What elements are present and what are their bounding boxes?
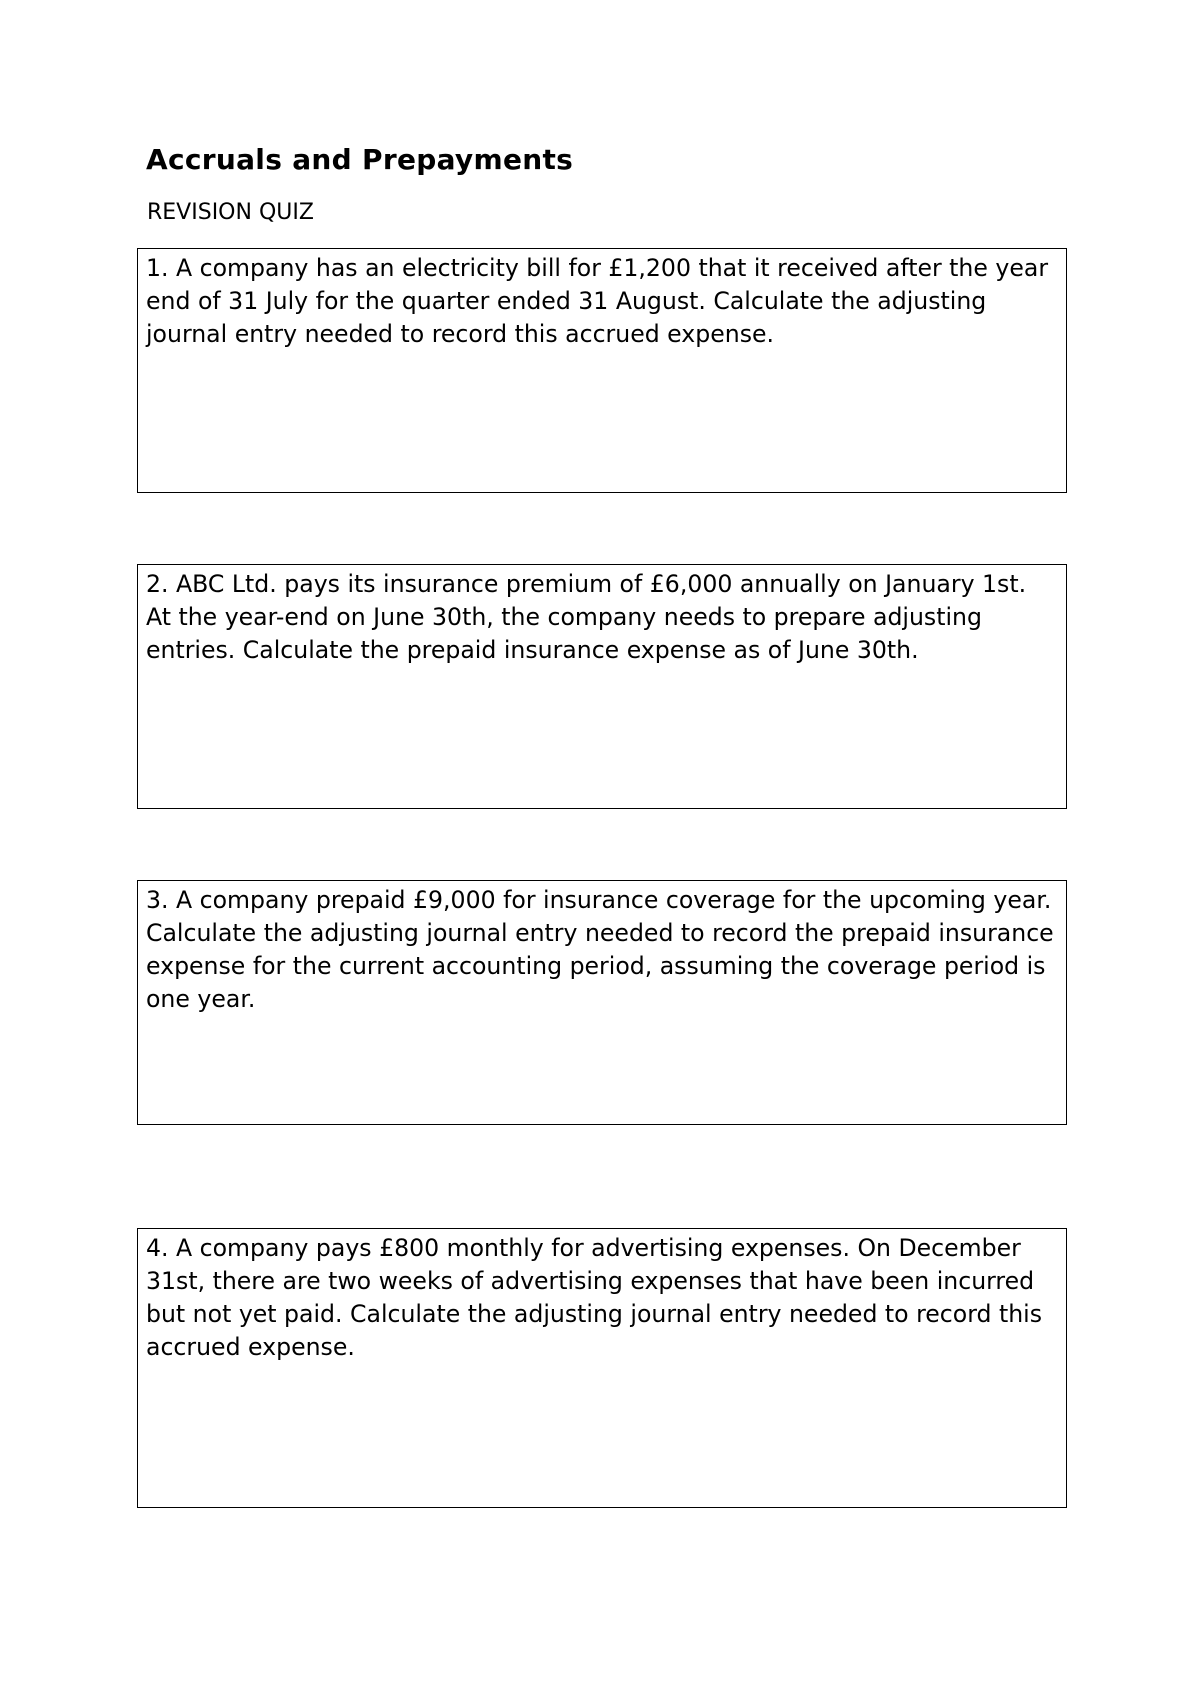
question-text-2: 2. ABC Ltd. pays its insurance premium of £6,000 annually on January 1st. At the year-end on June 30th, the company needs to prepare adjusting entries. Calculate the prepaid insurance expense as of June 30th.: [146, 570, 1027, 664]
question-box-3[interactable]: [137, 880, 1067, 1125]
document-subtitle: REVISION QUIZ: [147, 200, 314, 225]
question-text-4: 4. A company pays £800 monthly for advertising expenses. On December 31st, there are two weeks of advertising expenses that have been incurred but not yet paid. Calculate the adjusting journal entry needed to record this accrued expense.: [146, 1234, 1043, 1361]
question-box-2[interactable]: [137, 564, 1067, 809]
question-box-1[interactable]: [137, 248, 1067, 493]
question-text-1: 1. A company has an electricity bill for £1,200 that it received after the year end of 31 July for the quarter ended 31 August. Calculate the adjusting journal entry needed to record this accrued expense.: [146, 254, 1049, 348]
question-box-4[interactable]: [137, 1228, 1067, 1508]
question-text-3: 3. A company prepaid £9,000 for insurance coverage for the upcoming year. Calculate the adjusting journal entry needed to record the prepaid insurance expense for the current accounting period, assuming the coverage period is one year.: [146, 886, 1054, 1013]
document-title: Accruals and Prepayments: [146, 143, 574, 176]
